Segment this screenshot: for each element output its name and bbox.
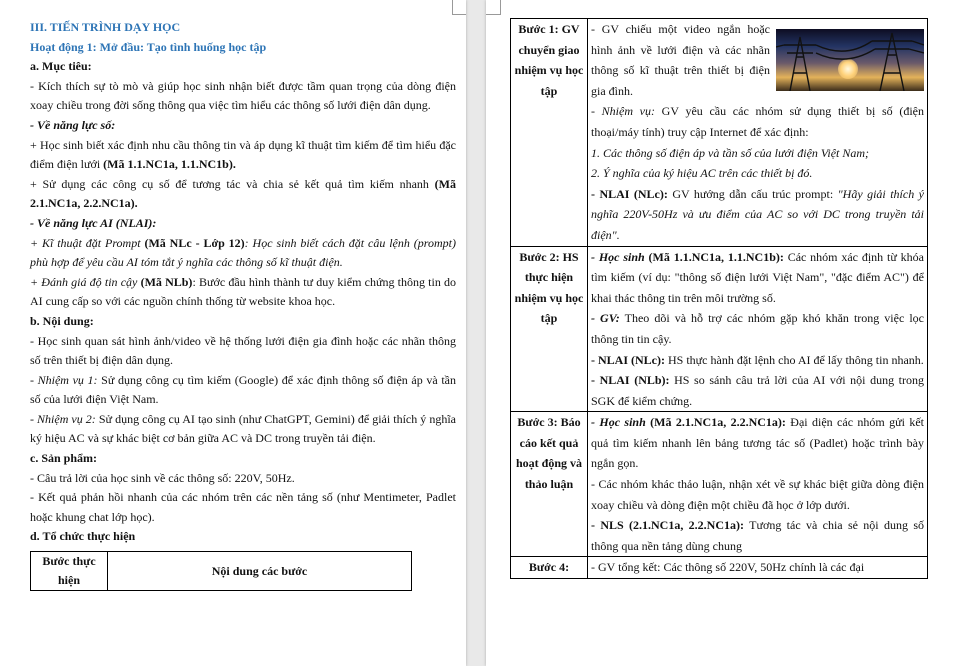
row2-text: Theo dõi và hỗ trợ các nhóm gặp khó khăn trong việc lọc thông tin tin cậy. — [591, 311, 924, 346]
step-cell — [511, 246, 588, 412]
page-corner-mark — [486, 0, 501, 15]
content-task-1 — [30, 371, 456, 410]
table-row — [511, 557, 928, 579]
table-row — [511, 19, 928, 247]
nlai-label: - NLAI (NLc): — [591, 352, 665, 367]
content-heading: b. Nội dung: — [30, 313, 94, 328]
row2-text: Các nhóm xác định từ khóa tìm kiếm (ví dụ: "thông số điện lưới Việt Nam", "đặc điểm AC") để khai thác thông tin trên môi trường số. — [591, 249, 925, 305]
task-text: GV yêu cầu các nhóm sử dụng thiết bị số (điện thoại/máy tính) truy cập Internet để xác định: — [591, 104, 924, 139]
task-label: - Nhiệm vụ 2: — [30, 411, 96, 426]
product-text-1: - Câu trả lời của học sinh về các thông số: 220V, 50Hz. — [30, 470, 295, 485]
item-text: + Sử dụng các công cụ số để tương tác và chia sẻ kết quả tìm kiếm nhanh — [30, 176, 435, 191]
row2-students — [591, 247, 924, 309]
task-text: Sử dụng công cụ AI tạo sinh (như ChatGPT, Gemini) để giải thích ý nghĩa ký hiệu AC và sự khác biệt cơ bản giữa AC và DC trong truyền tải điện. — [30, 411, 456, 446]
item-text: + Học sinh biết xác định nhu cầu thông tin và áp dụng kĩ thuật tìm kiếm để tìm hiểu đặc điểm điện lưới — [30, 137, 456, 172]
row3-text: Tương tác và chia sẻ nội dung số thông qua nền tảng dùng chung — [591, 518, 924, 553]
document-page-left — [0, 0, 466, 666]
competence-code: (Mã 1.1.NC1a, 1.1.NC1b): — [648, 249, 784, 264]
role-label: - GV: — [591, 311, 620, 326]
row2-text: HS so sánh câu trả lời của AI với nội dung trong SGK để kiểm chứng. — [591, 373, 924, 408]
table-row — [511, 246, 928, 412]
nlai-label: - NLAI (NLc): — [591, 186, 668, 201]
role-label: - Học sinh — [591, 249, 645, 264]
ai-competence-heading: - Về năng lực AI (NLAI): — [30, 215, 157, 230]
table-row — [511, 412, 928, 557]
power-lines-photo — [776, 29, 924, 91]
product-heading: c. Sản phẩm: — [30, 451, 98, 466]
row1-text-1: - GV chiếu một video ngắn hoặc hình ảnh về lưới điện và các nhãn thông số kĩ thuật trên thiết bị điện gia đình. — [591, 22, 770, 98]
row3-discussion: - Các nhóm khác thảo luận, nhận xét về sự khác biệt giữa dòng điện xoay chiều và dòng điện một chiều đã học ở lớp dưới. — [591, 477, 924, 512]
row1-task — [591, 101, 924, 142]
content-text-1: - Học sinh quan sát hình ảnh/video về hệ thống lưới điện gia đình hoặc các nhãn thông số trên thiết bị điện dân dụng. — [30, 333, 456, 368]
ai-competence-item-2 — [30, 273, 456, 312]
row3-text: Đại diện các nhóm gửi kết quả tìm kiếm nhanh lên bảng tương tác số (Padlet) hoặc trình bày ngắn gọn. — [591, 415, 925, 471]
step-content — [588, 246, 928, 412]
step-label: Bước 4: — [528, 560, 570, 575]
prompt-quote: "Hãy giải thích ý nghĩa 220V-50Hz và ưu điểm của AC so với DC trong truyền tải điện". — [591, 186, 924, 242]
row3-nls — [591, 515, 924, 556]
document-page-right — [486, 0, 958, 666]
item-label: + Đánh giá độ tin cậy — [30, 274, 138, 289]
step-cell — [511, 412, 588, 557]
content-task-2 — [30, 410, 456, 449]
row2-text: HS thực hành đặt lệnh cho AI để lấy thông tin nhanh. — [665, 352, 924, 367]
step-label: Bước 3: Báo cáo kết quả hoạt động và thảo luận — [515, 415, 583, 492]
digital-competence-item-2 — [30, 175, 456, 214]
step-content — [588, 412, 928, 557]
table-header-step: Bước thực hiện — [31, 552, 108, 591]
step-label: Bước 1: GV chuyển giao nhiệm vụ học tập — [514, 22, 584, 98]
row1-nlai — [591, 184, 924, 246]
role-label: - Học sinh — [591, 415, 646, 430]
step-cell — [511, 557, 588, 579]
pylon-silhouette-icon — [776, 29, 924, 91]
nlai-label: - NLAI (NLb): — [591, 373, 670, 388]
row2-nlai-1 — [591, 350, 924, 371]
digital-competence-item-1 — [30, 136, 456, 175]
objective-text: - Kích thích sự tò mò và giúp học sinh nhận biết được tầm quan trọng của dòng điện xoay chiều trong đời sống thông qua việc tìm hiểu các thông số lưới điện dân dụng. — [30, 78, 456, 113]
ai-competence-item-1 — [30, 234, 456, 273]
nls-label: - NLS (2.1.NC1a, 2.2.NC1a): — [591, 518, 745, 533]
section-title: III. TIẾN TRÌNH DẠY HỌC — [30, 20, 181, 34]
row3-students — [591, 412, 924, 474]
step-cell — [511, 19, 588, 247]
step-label: Bước 2: HS thực hiện nhiệm vụ học tập — [514, 249, 584, 326]
task-label: - Nhiệm vụ: — [591, 104, 655, 119]
row1-item-2: 2. Ý nghĩa của ký hiệu AC trên các thiết bị đó. — [591, 166, 813, 181]
row2-teacher — [591, 308, 924, 349]
steps-table-header — [30, 551, 412, 591]
nlai-text: GV hướng dẫn cấu trúc prompt: — [667, 186, 838, 201]
task-text: Sử dụng công cụ tìm kiếm (Google) để xác định thông số điện áp và tần số của lưới điện Việt Nam. — [30, 372, 456, 407]
competence-code: (Mã 2.1.NC1a, 2.2.NC1a): — [650, 415, 786, 430]
competence-code: (Mã 2.1.NC1a, 2.2.NC1a). — [30, 176, 456, 211]
item-label: + Kĩ thuật đặt Prompt — [30, 235, 141, 250]
item-text: : Bước đầu hình thành tư duy kiểm chứng thông tin do AI cung cấp so với các nguồn chính thống từ website khoa học. — [30, 274, 457, 309]
page-left-content — [30, 18, 456, 591]
table-header-content: Nội dung các bước — [108, 552, 412, 591]
step-content — [588, 19, 928, 247]
organization-heading: d. Tổ chức thực hiện — [30, 529, 136, 544]
item-text: : Học sinh biết cách đặt câu lệnh (prompt) phù hợp để yêu cầu AI tóm tắt ý nghĩa các thông số kĩ thuật điện. — [30, 235, 456, 270]
step-content — [588, 557, 928, 579]
objective-heading: a. Mục tiêu: — [30, 59, 92, 74]
digital-competence-heading: - Về năng lực số: — [30, 117, 116, 132]
row1-item-1: 1. Các thông số điện áp và tần số của lưới điện Việt Nam; — [591, 145, 870, 160]
page-corner-mark — [452, 0, 466, 15]
row2-nlai-2 — [591, 370, 924, 411]
competence-code: (Mã NLb) — [140, 274, 193, 289]
row4-text: - GV tổng kết: Các thông số 220V, 50Hz chính là các đại — [591, 560, 865, 575]
steps-table — [510, 18, 928, 579]
product-text-2: - Kết quả phản hồi nhanh của các nhóm trên các nền tảng số (như Mentimeter, Padlet hoặc khung chat lớp học). — [30, 490, 456, 524]
activity-title: Hoạt động 1: Mở đầu: Tạo tình huống học tập — [30, 39, 267, 54]
row4-summary — [591, 557, 924, 578]
table-header-row — [31, 552, 412, 591]
competence-code: (Mã NLc - Lớp 12) — [144, 235, 245, 250]
task-label: - Nhiệm vụ 1: — [30, 372, 98, 387]
competence-code: (Mã 1.1.NC1a, 1.1.NC1b). — [103, 157, 236, 172]
